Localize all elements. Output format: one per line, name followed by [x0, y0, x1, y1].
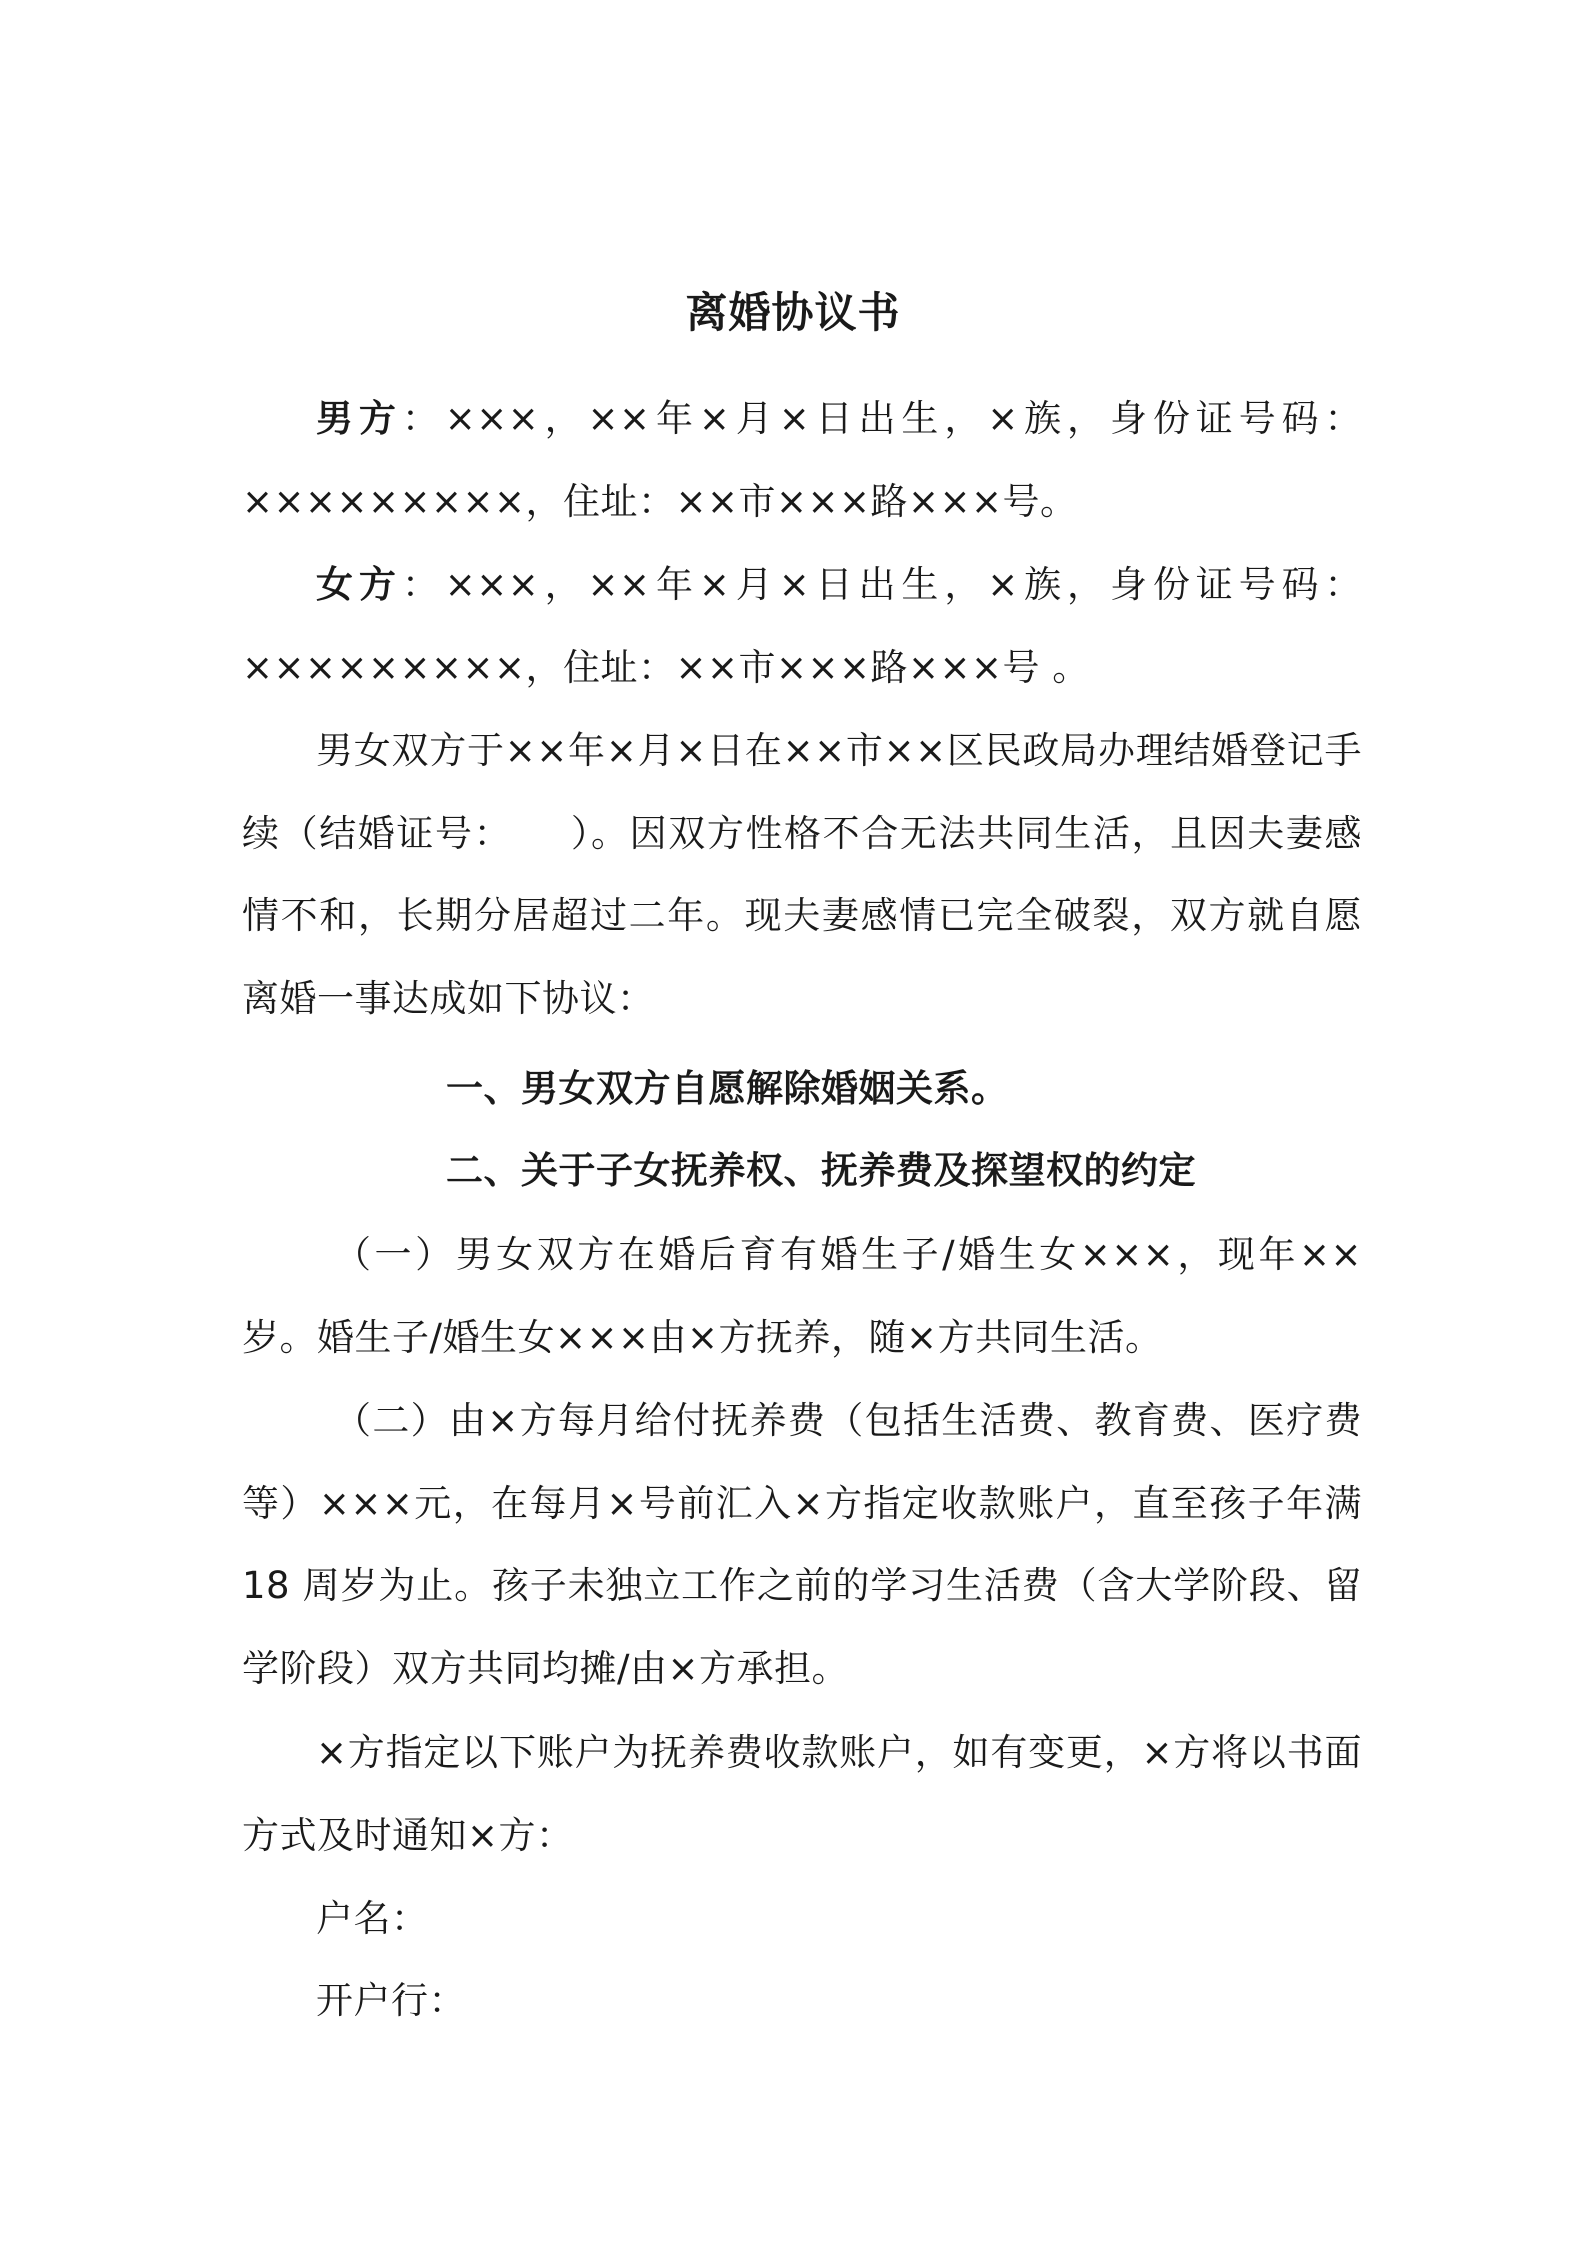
- account-name-label: 户名：: [316, 1897, 429, 1940]
- male-party-paragraph: [242, 378, 1362, 543]
- intro-paragraph: 男女双方于××年×月×日在××市××区民政局办理结婚登记手续（结婚证号： ）。因双方性格不合无法共同生活，且因夫妻感情不和，长期分居超过二年。现夫妻感情已完全破裂，双方就自愿离婚一事达成如下协议：: [242, 729, 1362, 1020]
- bank-label: 开户行：: [316, 1979, 466, 2022]
- female-party-paragraph: [242, 544, 1362, 709]
- female-party-label: 女方: [316, 563, 402, 606]
- male-party-label: 男方: [316, 397, 402, 440]
- clause-2-paragraph: （二）由×方每月给付抚养费（包括生活费、教育费、医疗费等）×××元，在每月×号前汇入×方指定收款账户，直至孩子年满 18 周岁为止。孩子未独立工作之前的学习生活费（含大学阶段、留学阶段）双方共同均摊/由×方承担。: [242, 1399, 1362, 1690]
- clause-1-paragraph: （一）男女双方在婚后育有婚生子/婚生女×××，现年××岁。婚生子/婚生女×××由×方抚养，随×方共同生活。: [242, 1233, 1362, 1359]
- account-note-paragraph: ×方指定以下账户为抚养费收款账户，如有变更，×方将以书面方式及时通知×方：: [242, 1731, 1362, 1857]
- section-1-heading: 一、男女双方自愿解除婚姻关系。: [446, 1067, 1009, 1110]
- document-title: 离婚协议书: [685, 288, 901, 337]
- male-party-details: ：×××，××年×月×日出生，×族，身份证号码：×××××××××，住址：××市×××路×××号。: [242, 397, 1363, 523]
- section-2-heading: 二、关于子女抚养权、抚养费及探望权的约定: [446, 1149, 1196, 1192]
- female-party-details: ：×××，××年×月×日出生，×族，身份证号码：×××××××××，住址：××市×××路×××号 。: [242, 563, 1363, 689]
